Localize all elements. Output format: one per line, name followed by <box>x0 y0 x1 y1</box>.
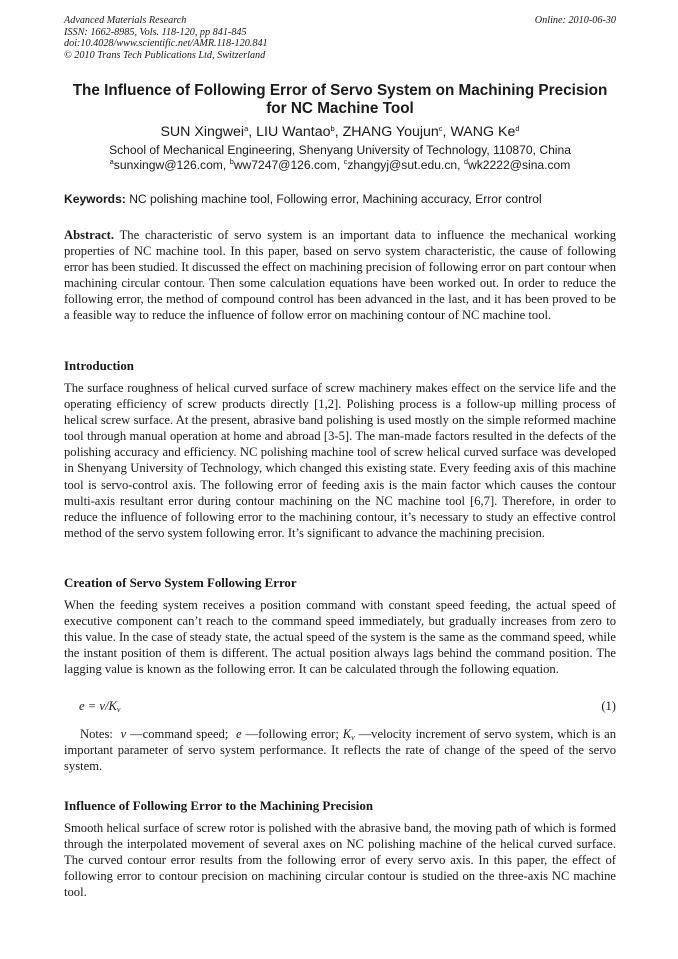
notes-prefix: Notes: <box>80 727 113 741</box>
keywords <box>64 192 616 207</box>
notes-rest: —velocity increment of servo system, which is an important parameter of servo system performance. It reflects the rate of change of the speed of the servo system. <box>64 727 616 774</box>
author-list: SUN Xingwei$^a$, LIU Wantao$^b$, ZHANG Youjun$^c$, WANG Ke$^d$ <box>160 124 520 140</box>
author-affil-mark: b <box>330 124 335 133</box>
equation-number: (1) <box>601 699 616 713</box>
email-link[interactable]: ww7247@126.com <box>233 158 337 172</box>
section-heading-introduction: Introduction <box>64 359 134 373</box>
email-link[interactable]: zhangyj@sut.edu.cn <box>347 158 458 172</box>
author-affil-mark: c <box>438 124 443 133</box>
keywords-text: NC polishing machine tool, Following error, Machining accuracy, Error control <box>129 192 542 206</box>
journal-metadata <box>64 15 616 61</box>
notes-k-symbol: K <box>342 727 352 741</box>
abstract-text: The characteristic of servo system is an important data to influence the mechanical working properties of NC machine tool. In this paper, based on servo system characteristic, the cause of following error has been studied. It discussed the effect on machining precision of following error on part contour when machining circular contour. Then some calculation equations have been worked out. In order to reduce the following error, the method of compound control has been advanced in the last, and it has been proved to be a feasible way to reduce the influence of follow error on machining contour of NC machine tool. <box>64 228 616 323</box>
equation-k-subscript: v <box>116 705 121 714</box>
equation-1 <box>79 698 616 714</box>
section-heading-creation: Creation of Servo System Following Error <box>64 576 297 590</box>
copyright-line: © 2010 Trans Tech Publications Ltd, Switzerland <box>64 49 266 61</box>
author-name: SUN Xingwei <box>160 124 245 140</box>
doi-line[interactable]: doi:10.4028/www.scientific.net/AMR.118-120.841 <box>64 38 268 50</box>
equation-slash: / <box>104 699 109 713</box>
notes-v-symbol: v <box>120 727 127 741</box>
author-affil-mark: d <box>515 124 520 133</box>
online-date: Online: 2010-06-30 <box>534 15 616 26</box>
author-affil-mark: a <box>244 124 249 133</box>
equation-k: K <box>108 699 117 713</box>
creation-text: When the feeding system receives a position command with constant speed feeding, the actual speed of executive component can’t reach to the command speed immediately, but gradually increases from zero to this value. In the case of steady state, the actual speed of the system is the same as the command speed, while the instant position of them is different. The actual position always lags behind the command position. The lagging value is known as the following error. It can be calculated through the following equation. <box>64 598 616 677</box>
notes-e-desc: —following error; <box>245 727 339 741</box>
author-name: ZHANG Youjun <box>342 124 439 140</box>
notes-k-subscript: v <box>351 733 355 742</box>
affiliation: School of Mechanical Engineering, Shenyang University of Technology, 110870, China <box>109 143 571 157</box>
introduction-text: The surface roughness of helical curved surface of screw machinery makes effect on the service life and the operating efficiency of screw products directly [1,2]. Polishing process is a follow-up milling process of helical screw surface. At the present, abrasive band polishing is used mostly on the simple reformed machine tool through manual operation at home and abroad [3-5]. The man-made factors resulted in the defects of the polishing accuracy and efficiency. NC polishing machine tool of screw helical curved surface was developed in Shenyang University of Technology, which changed this existing state. Every feeding axis of this machine tool is servo-control axis. The following error of feeding axis is the main factor which causes the contour multi-axis resultant error during contour machining on the NC machine tool [6,7]. Therefore, in order to reduce the influence of following error to the machining contour, it’s necessary to study an effective control method of the servo system following error. It’s significant to advance the machining precision. <box>64 381 616 540</box>
section-heading-influence: Influence of Following Error to the Machining Precision <box>64 799 374 813</box>
author-name: WANG Ke <box>450 124 516 140</box>
influence-text: Smooth helical surface of screw rotor is polished with the abrasive band, the moving path of which is formed through the interpolated movement of several axes on NC polishing machine of the helical curved surface. The curved contour error results from the following error of every servo axis. In this paper, the effect of following error to contour precision on machining circular contour is studied on the three-axis NC machine tool. <box>64 821 616 900</box>
email-link[interactable]: wk2222@sina.com <box>468 158 571 172</box>
abstract-label: Abstract. <box>64 228 115 242</box>
email-list: $^a$sunxingw@126.com, $^b$ww7247@126.com, $^c$zhangyj@sut.edu.cn, $^d$wk2222@sina.com <box>109 157 571 172</box>
abstract <box>64 227 616 324</box>
keywords-label: Keywords: <box>64 192 126 206</box>
equation-lhs: e = v <box>79 699 105 713</box>
email-link[interactable]: sunxingw@126.com <box>113 158 223 172</box>
notes-v-desc: —command speed; <box>130 727 229 741</box>
paper-title: The Influence of Following Error of Servo System on Machining Precision for NC Machine Tool <box>72 82 608 117</box>
author-name: LIU Wantao <box>256 124 331 140</box>
journal-name: Advanced Materials Research <box>64 15 187 26</box>
issn-line: ISSN: 1662-8985, Vols. 118-120, pp 841-845 <box>64 26 247 38</box>
notes-paragraph <box>64 726 616 774</box>
notes-e-symbol: e <box>236 727 242 741</box>
